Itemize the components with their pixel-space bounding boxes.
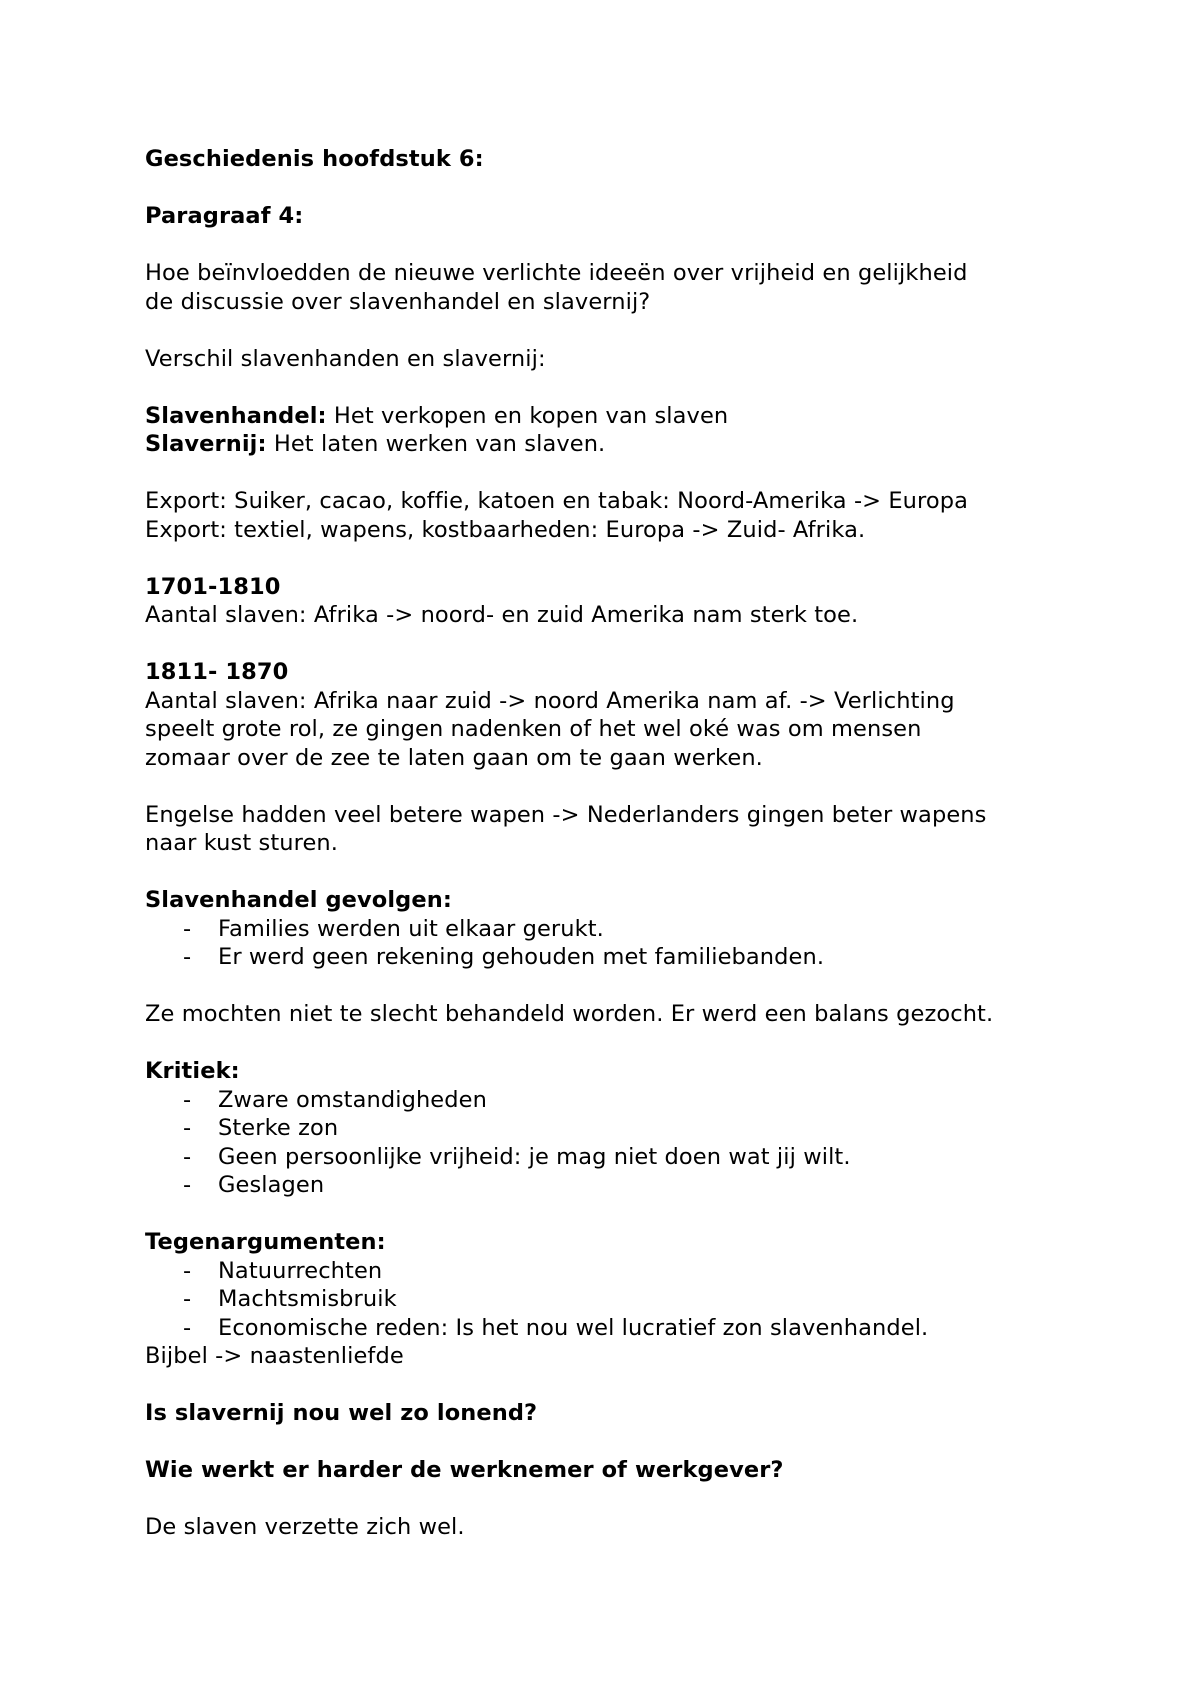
list-item — [145, 915, 1085, 944]
bible-note: Bijbel -> naastenliefde — [145, 1343, 404, 1369]
list-item-text: Natuurrechten — [218, 1257, 383, 1284]
list-item — [145, 1114, 1085, 1143]
definition-slavenhandel — [145, 402, 1085, 431]
period-1701-1810 — [145, 573, 1085, 630]
period-text: speelt grote rol, ze gingen nadenken of het wel oké was om mensen — [145, 716, 922, 742]
bullet-dash: - — [183, 1286, 192, 1312]
list-item — [145, 1143, 1085, 1172]
main-question — [145, 259, 1085, 316]
criticism-list — [145, 1086, 1085, 1200]
bullet-dash: - — [183, 1115, 192, 1141]
question-lonend: Is slavernij nou wel zo lonend? — [145, 1400, 538, 1426]
bullet-dash: - — [183, 944, 192, 970]
period-text: Aantal slaven: Afrika naar zuid -> noord Amerika nam af. -> Verlichting — [145, 687, 955, 714]
question-line: Hoe beïnvloedden de nieuwe verlichte ideeën over vrijheid en gelijkheid — [145, 260, 968, 286]
period-heading: 1701-1810 — [145, 573, 281, 600]
counterarguments-heading: Tegenargumenten: — [145, 1229, 386, 1255]
list-item-text: Economische reden: Is het nou wel lucratief zon slavenhandel. — [218, 1314, 929, 1341]
list-item — [145, 1257, 1085, 1286]
period-1811-1870 — [145, 658, 1085, 772]
consequences-section — [145, 886, 1085, 972]
english-weapons — [145, 801, 1085, 858]
list-item — [145, 1171, 1085, 1200]
list-item-text: Machtsmisbruik — [218, 1286, 397, 1312]
consequences-list — [145, 915, 1085, 972]
question-line: de discussie over slavenhandel en slavernij? — [145, 288, 651, 315]
bullet-dash: - — [183, 1086, 192, 1113]
list-item — [145, 943, 1085, 972]
list-item-text: Geen persoonlijke vrijheid: je mag niet doen wat jij wilt. — [218, 1143, 851, 1170]
counterarguments-list — [145, 1257, 1085, 1343]
export-line: Export: Suiker, cacao, koffie, katoen en tabak: Noord-Amerika -> Europa — [145, 488, 969, 514]
counterarguments-section — [145, 1228, 1085, 1371]
consequences-heading: Slavenhandel gevolgen: — [145, 887, 452, 913]
period-text: Aantal slaven: Afrika -> noord- en zuid Amerika nam sterk toe. — [145, 602, 859, 628]
list-item-text: Zware omstandigheden — [218, 1086, 487, 1113]
definition-text: Het laten werken van slaven. — [266, 431, 606, 457]
definition-term: Slavernij: — [145, 431, 267, 457]
criticism-section — [145, 1057, 1085, 1200]
definition-slavernij — [145, 430, 1085, 459]
list-item-text: Geslagen — [218, 1172, 325, 1198]
criticism-heading: Kritiek: — [145, 1058, 240, 1084]
english-line: Engelse hadden veel betere wapen -> Nederlanders gingen beter wapens — [145, 801, 987, 828]
list-item — [145, 1086, 1085, 1115]
list-item — [145, 1285, 1085, 1314]
paragraph-heading: Paragraaf 4: — [145, 203, 304, 229]
exports — [145, 487, 1085, 544]
list-item — [145, 1314, 1085, 1343]
bullet-dash: - — [183, 1257, 192, 1284]
closing-text: De slaven verzette zich wel. — [145, 1514, 465, 1540]
export-line: Export: textiel, wapens, kostbaarheden: Europa -> Zuid- Afrika. — [145, 516, 866, 543]
list-item-text: Sterke zon — [218, 1115, 339, 1141]
document-title: Geschiedenis hoofdstuk 6: — [145, 146, 484, 172]
period-text: zomaar over de zee te laten gaan om te gaan werken. — [145, 744, 763, 771]
definition-term: Slavenhandel: — [145, 402, 327, 429]
definitions — [145, 402, 1085, 459]
bullet-dash: - — [183, 1143, 192, 1170]
bullet-dash: - — [183, 1314, 192, 1341]
list-item-text: Families werden uit elkaar gerukt. — [218, 915, 604, 942]
question-harder: Wie werkt er harder de werknemer of werkgever? — [145, 1457, 784, 1483]
bullet-dash: - — [183, 915, 192, 942]
list-item-text: Er werd geen rekening gehouden met familiebanden. — [218, 944, 825, 970]
bullet-dash: - — [183, 1172, 192, 1198]
difference-heading: Verschil slavenhanden en slavernij: — [145, 345, 546, 372]
balance-text: Ze mochten niet te slecht behandeld worden. Er werd een balans gezocht. — [145, 1001, 994, 1027]
english-line: naar kust sturen. — [145, 830, 339, 856]
document-body — [145, 145, 1085, 1542]
definition-text: Het verkopen en kopen van slaven — [326, 402, 729, 429]
period-heading: 1811- 1870 — [145, 659, 289, 685]
